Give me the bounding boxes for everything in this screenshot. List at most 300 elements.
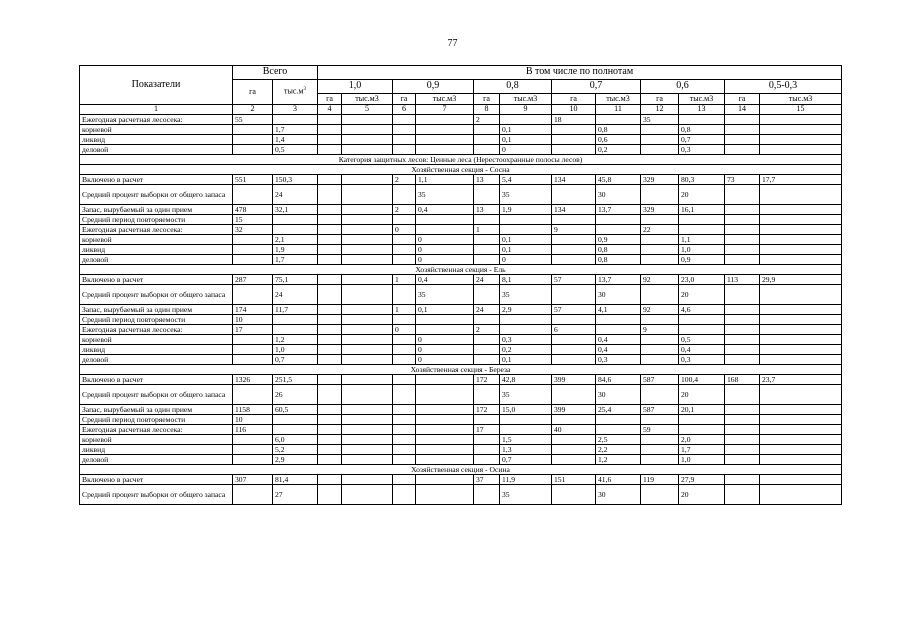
- table-row: [80, 245, 842, 255]
- table-cell: 8,1: [500, 275, 552, 285]
- table-cell: [500, 225, 552, 235]
- table-cell: 17: [233, 325, 273, 335]
- table-cell: [725, 345, 760, 355]
- table-cell: [641, 385, 679, 405]
- table-cell: [342, 415, 393, 425]
- table-cell: 26: [273, 385, 318, 405]
- table-cell: 55: [233, 115, 273, 125]
- table-cell: [342, 455, 393, 465]
- row-label: Ежегодная расчетная лесосека:: [80, 325, 233, 335]
- table-row: [80, 185, 842, 205]
- header-ha: га: [474, 94, 500, 105]
- table-cell: [416, 145, 474, 155]
- table-cell: 174: [233, 305, 273, 315]
- table-cell: [725, 385, 760, 405]
- table-cell: [342, 435, 393, 445]
- table-cell: [416, 455, 474, 465]
- table-cell: 0,8: [679, 125, 725, 135]
- table-cell: [342, 285, 393, 305]
- column-number: 14: [725, 105, 760, 115]
- row-label: Включено в расчет: [80, 475, 233, 485]
- table-cell: [725, 315, 760, 325]
- table-cell: [318, 445, 342, 455]
- table-cell: [416, 425, 474, 435]
- table-cell: 0,8: [596, 125, 641, 135]
- table-cell: 75,1: [273, 275, 318, 285]
- table-cell: 11,9: [500, 475, 552, 485]
- table-cell: [233, 435, 273, 445]
- table-cell: [725, 235, 760, 245]
- header-volume: тыс.м3: [342, 94, 393, 105]
- table-cell: 0,8: [596, 255, 641, 265]
- table-cell: 0: [416, 245, 474, 255]
- header-ha: га: [552, 94, 596, 105]
- table-cell: [233, 455, 273, 465]
- table-cell: 151: [552, 475, 596, 485]
- table-cell: [342, 135, 393, 145]
- table-cell: 27: [273, 485, 318, 505]
- table-cell: 0: [416, 335, 474, 345]
- table-cell: [318, 175, 342, 185]
- table-cell: 35: [416, 285, 474, 305]
- table-cell: [233, 245, 273, 255]
- table-cell: [641, 335, 679, 345]
- table-cell: 15,0: [500, 405, 552, 415]
- table-cell: [760, 225, 842, 235]
- table-cell: 1,2: [596, 455, 641, 465]
- table-cell: 35: [500, 385, 552, 405]
- table-cell: 16,1: [679, 205, 725, 215]
- table-cell: 22: [641, 225, 679, 235]
- table-cell: 2: [393, 205, 416, 215]
- table-cell: [318, 145, 342, 155]
- table-cell: 0: [500, 255, 552, 265]
- section-header-row: [80, 155, 842, 165]
- table-cell: [416, 135, 474, 145]
- table-cell: [725, 415, 760, 425]
- table-cell: [416, 435, 474, 445]
- table-cell: 0,7: [679, 135, 725, 145]
- table-row: [80, 235, 842, 245]
- table-cell: [416, 215, 474, 225]
- table-cell: 168: [725, 375, 760, 385]
- table-cell: [474, 145, 500, 155]
- row-label: Включено в расчет: [80, 375, 233, 385]
- table-cell: 80,3: [679, 175, 725, 185]
- column-number-row: [80, 105, 842, 115]
- table-cell: [641, 285, 679, 305]
- table-cell: 1,1: [416, 175, 474, 185]
- table-cell: [760, 135, 842, 145]
- table-cell: 1326: [233, 375, 273, 385]
- column-number: 8: [474, 105, 500, 115]
- row-label: Средний процент выборки от общего запаса: [80, 185, 233, 205]
- table-cell: [552, 215, 596, 225]
- table-cell: [393, 415, 416, 425]
- table-cell: 0,1: [500, 245, 552, 255]
- table-cell: [233, 355, 273, 365]
- table-cell: [760, 405, 842, 415]
- column-number: 13: [679, 105, 725, 115]
- row-label: корневой: [80, 335, 233, 345]
- table-row: [80, 375, 842, 385]
- table-cell: 1,2: [273, 335, 318, 345]
- table-row: [80, 425, 842, 435]
- table-cell: [342, 245, 393, 255]
- row-label: Средний процент выборки от общего запаса: [80, 285, 233, 305]
- table-cell: [679, 225, 725, 235]
- table-cell: [273, 425, 318, 435]
- table-cell: 1,3: [500, 445, 552, 455]
- header-density: 0,5-0,3: [725, 80, 842, 94]
- section-title: Хозяйственная секция - Сосна: [80, 165, 842, 175]
- table-cell: 30: [596, 185, 641, 205]
- table-cell: 9: [552, 225, 596, 235]
- column-number: 5: [342, 105, 393, 115]
- column-number: 12: [641, 105, 679, 115]
- table-cell: 24: [474, 275, 500, 285]
- table-cell: [273, 225, 318, 235]
- table-cell: [552, 455, 596, 465]
- table-row: [80, 455, 842, 465]
- row-label: Средний процент выборки от общего запаса: [80, 385, 233, 405]
- table-row: [80, 355, 842, 365]
- table-cell: [342, 385, 393, 405]
- table-cell: 329: [641, 205, 679, 215]
- table-cell: [725, 215, 760, 225]
- table-cell: 113: [725, 275, 760, 285]
- table-cell: 29,9: [760, 275, 842, 285]
- table-cell: 0,7: [500, 455, 552, 465]
- table-cell: [318, 115, 342, 125]
- table-cell: [760, 145, 842, 155]
- table-cell: [233, 135, 273, 145]
- table-cell: [760, 355, 842, 365]
- table-cell: [641, 185, 679, 205]
- table-cell: [760, 485, 842, 505]
- header-total-volume: $тыс.м^3$: [273, 80, 318, 105]
- table-cell: [342, 185, 393, 205]
- table-cell: [725, 355, 760, 365]
- table-cell: 10: [233, 415, 273, 425]
- table-cell: [318, 215, 342, 225]
- table-cell: 0,4: [596, 335, 641, 345]
- table-cell: [725, 145, 760, 155]
- table-cell: [273, 415, 318, 425]
- header-indicators: Показатели: [80, 66, 233, 105]
- table-cell: 2,9: [500, 305, 552, 315]
- table-cell: [273, 315, 318, 325]
- table-cell: 35: [500, 485, 552, 505]
- table-cell: 1: [393, 305, 416, 315]
- table-cell: [393, 485, 416, 505]
- table-cell: [393, 385, 416, 405]
- column-number: 10: [552, 105, 596, 115]
- table-cell: [760, 305, 842, 315]
- table-cell: [725, 255, 760, 265]
- table-cell: [552, 345, 596, 355]
- table-row: [80, 435, 842, 445]
- table-cell: 73: [725, 175, 760, 185]
- header-including-by-density: В том числе по полнотам: [318, 66, 842, 80]
- table-cell: [474, 355, 500, 365]
- table-cell: 287: [233, 275, 273, 285]
- table-row: [80, 205, 842, 215]
- table-cell: [760, 325, 842, 335]
- table-cell: 32,1: [273, 205, 318, 215]
- header-volume: тыс.м3: [760, 94, 842, 105]
- table-cell: [641, 455, 679, 465]
- table-cell: 0,4: [416, 275, 474, 285]
- table-cell: [342, 475, 393, 485]
- table-cell: [318, 415, 342, 425]
- table-cell: 20: [679, 185, 725, 205]
- column-number: 6: [393, 105, 416, 115]
- row-label: Средний процент выборки от общего запаса: [80, 485, 233, 505]
- table-cell: 150,3: [273, 175, 318, 185]
- table-cell: 92: [641, 305, 679, 315]
- table-cell: [393, 375, 416, 385]
- table-cell: 30: [596, 485, 641, 505]
- table-cell: 0,1: [500, 355, 552, 365]
- table-cell: 0,9: [679, 255, 725, 265]
- table-header: [80, 66, 842, 115]
- table-cell: [641, 255, 679, 265]
- table-cell: [318, 235, 342, 245]
- table-cell: 42,8: [500, 375, 552, 385]
- table-cell: [342, 315, 393, 325]
- table-row: [80, 135, 842, 145]
- row-label: Запас, вырубаемый за один прием: [80, 305, 233, 315]
- table-cell: 57: [552, 305, 596, 315]
- table-cell: [641, 315, 679, 325]
- row-label: деловой: [80, 455, 233, 465]
- table-cell: [474, 345, 500, 355]
- table-cell: [474, 415, 500, 425]
- row-label: ликвид: [80, 135, 233, 145]
- table-cell: 329: [641, 175, 679, 185]
- table-cell: [552, 185, 596, 205]
- table-cell: [596, 215, 641, 225]
- header-volume: тыс.м3: [416, 94, 474, 105]
- table-cell: [679, 425, 725, 435]
- table-cell: 23,0: [679, 275, 725, 285]
- table-cell: [342, 345, 393, 355]
- header-ha: га: [641, 94, 679, 105]
- table-cell: [393, 125, 416, 135]
- table-cell: 2,2: [596, 445, 641, 455]
- table-cell: [342, 425, 393, 435]
- table-cell: [725, 445, 760, 455]
- header-total: Всего: [233, 66, 318, 80]
- table-cell: [725, 455, 760, 465]
- table-cell: [474, 485, 500, 505]
- table-cell: [474, 215, 500, 225]
- table-cell: 35: [500, 185, 552, 205]
- table-row: [80, 125, 842, 135]
- table-cell: [552, 415, 596, 425]
- table-cell: [760, 445, 842, 455]
- column-number: 9: [500, 105, 552, 115]
- column-number: 4: [318, 105, 342, 115]
- header-total-ha: га: [233, 80, 273, 105]
- table-cell: 2,1: [273, 235, 318, 245]
- table-cell: [641, 355, 679, 365]
- column-number: 11: [596, 105, 641, 115]
- table-cell: [233, 255, 273, 265]
- table-cell: 40: [552, 425, 596, 435]
- table-cell: [416, 125, 474, 135]
- table-cell: [233, 185, 273, 205]
- table-cell: 399: [552, 375, 596, 385]
- table-cell: [318, 475, 342, 485]
- table-cell: [342, 225, 393, 235]
- table-cell: 2: [474, 325, 500, 335]
- table-cell: [393, 435, 416, 445]
- table-cell: [342, 205, 393, 215]
- row-label: Ежегодная расчетная лесосека:: [80, 115, 233, 125]
- table-cell: [393, 145, 416, 155]
- table-cell: 5,2: [273, 445, 318, 455]
- table-cell: 13: [474, 205, 500, 215]
- table-cell: [416, 375, 474, 385]
- table-cell: 4,1: [596, 305, 641, 315]
- table-cell: 35: [500, 285, 552, 305]
- table-cell: 100,4: [679, 375, 725, 385]
- table-cell: 1,0: [679, 245, 725, 255]
- table-cell: 24: [273, 285, 318, 305]
- table-cell: [233, 445, 273, 455]
- table-cell: [318, 335, 342, 345]
- table-cell: [760, 285, 842, 305]
- table-row: [80, 315, 842, 325]
- table-cell: 307: [233, 475, 273, 485]
- table-cell: [596, 315, 641, 325]
- table-cell: [393, 285, 416, 305]
- table-cell: [596, 325, 641, 335]
- table-cell: 32: [233, 225, 273, 235]
- table-cell: [760, 455, 842, 465]
- table-cell: [552, 145, 596, 155]
- table-cell: [273, 115, 318, 125]
- table-cell: 92: [641, 275, 679, 285]
- table-row: [80, 215, 842, 225]
- table-cell: 1,0: [273, 345, 318, 355]
- table-cell: [641, 345, 679, 355]
- table-cell: 1: [393, 275, 416, 285]
- table-cell: [679, 115, 725, 125]
- row-label: Средний период повторяемости: [80, 215, 233, 225]
- table-cell: [596, 225, 641, 235]
- table-row: [80, 385, 842, 405]
- table-cell: 0,4: [679, 345, 725, 355]
- table-cell: [760, 335, 842, 345]
- table-cell: 60,5: [273, 405, 318, 415]
- table-cell: [552, 135, 596, 145]
- table-cell: [641, 245, 679, 255]
- table-cell: [552, 485, 596, 505]
- table-cell: [393, 445, 416, 455]
- table-cell: [760, 425, 842, 435]
- row-label: корневой: [80, 125, 233, 135]
- table-cell: 116: [233, 425, 273, 435]
- table-cell: [318, 135, 342, 145]
- table-cell: [641, 415, 679, 425]
- table-cell: [416, 445, 474, 455]
- table-cell: [393, 355, 416, 365]
- table-cell: [393, 335, 416, 345]
- table-cell: [318, 275, 342, 285]
- table-cell: 13: [474, 175, 500, 185]
- table-row: [80, 115, 842, 125]
- table-cell: 0,7: [273, 355, 318, 365]
- table-cell: [760, 475, 842, 485]
- table-cell: [552, 315, 596, 325]
- table-cell: [641, 445, 679, 455]
- table-cell: [500, 415, 552, 425]
- header-volume: тыс.м3: [679, 94, 725, 105]
- table-cell: 2,0: [679, 435, 725, 445]
- table-cell: 6,0: [273, 435, 318, 445]
- table-cell: [318, 435, 342, 445]
- table-cell: 20: [679, 385, 725, 405]
- table-cell: [641, 215, 679, 225]
- table-cell: 551: [233, 175, 273, 185]
- table-cell: 17,7: [760, 175, 842, 185]
- section-title: Категория защитных лесов: Ценные леса (Нерестоохранные полосы лесов): [80, 155, 842, 165]
- section-title: Хозяйственная секция - Ель: [80, 265, 842, 275]
- table-cell: [474, 125, 500, 135]
- table-cell: 15: [233, 215, 273, 225]
- table-cell: [725, 475, 760, 485]
- table-cell: [725, 115, 760, 125]
- section-header-row: [80, 165, 842, 175]
- table-cell: 399: [552, 405, 596, 415]
- table-cell: 11,7: [273, 305, 318, 315]
- table-cell: [552, 245, 596, 255]
- table-cell: 1,7: [273, 125, 318, 135]
- table-cell: [342, 125, 393, 135]
- table-cell: [552, 385, 596, 405]
- table-cell: 45,8: [596, 175, 641, 185]
- table-cell: [393, 425, 416, 435]
- table-cell: 0,3: [679, 355, 725, 365]
- table-cell: [416, 385, 474, 405]
- table-cell: [474, 335, 500, 345]
- table-cell: 0: [416, 255, 474, 265]
- table-cell: 134: [552, 175, 596, 185]
- table-cell: [641, 435, 679, 445]
- table-cell: 0,2: [596, 145, 641, 155]
- header-volume: тыс.м3: [596, 94, 641, 105]
- table-cell: 587: [641, 375, 679, 385]
- table-cell: 84,6: [596, 375, 641, 385]
- table-cell: 0: [416, 235, 474, 245]
- row-label: корневой: [80, 235, 233, 245]
- table-row: [80, 415, 842, 425]
- table-cell: 0,5: [679, 335, 725, 345]
- table-cell: [760, 385, 842, 405]
- table-cell: 20,1: [679, 405, 725, 415]
- table-cell: [342, 175, 393, 185]
- header-density: 0,9: [393, 80, 474, 94]
- table-cell: [641, 485, 679, 505]
- table-cell: [318, 205, 342, 215]
- table-cell: [318, 255, 342, 265]
- table-cell: [342, 445, 393, 455]
- table-cell: [474, 285, 500, 305]
- table-cell: [318, 375, 342, 385]
